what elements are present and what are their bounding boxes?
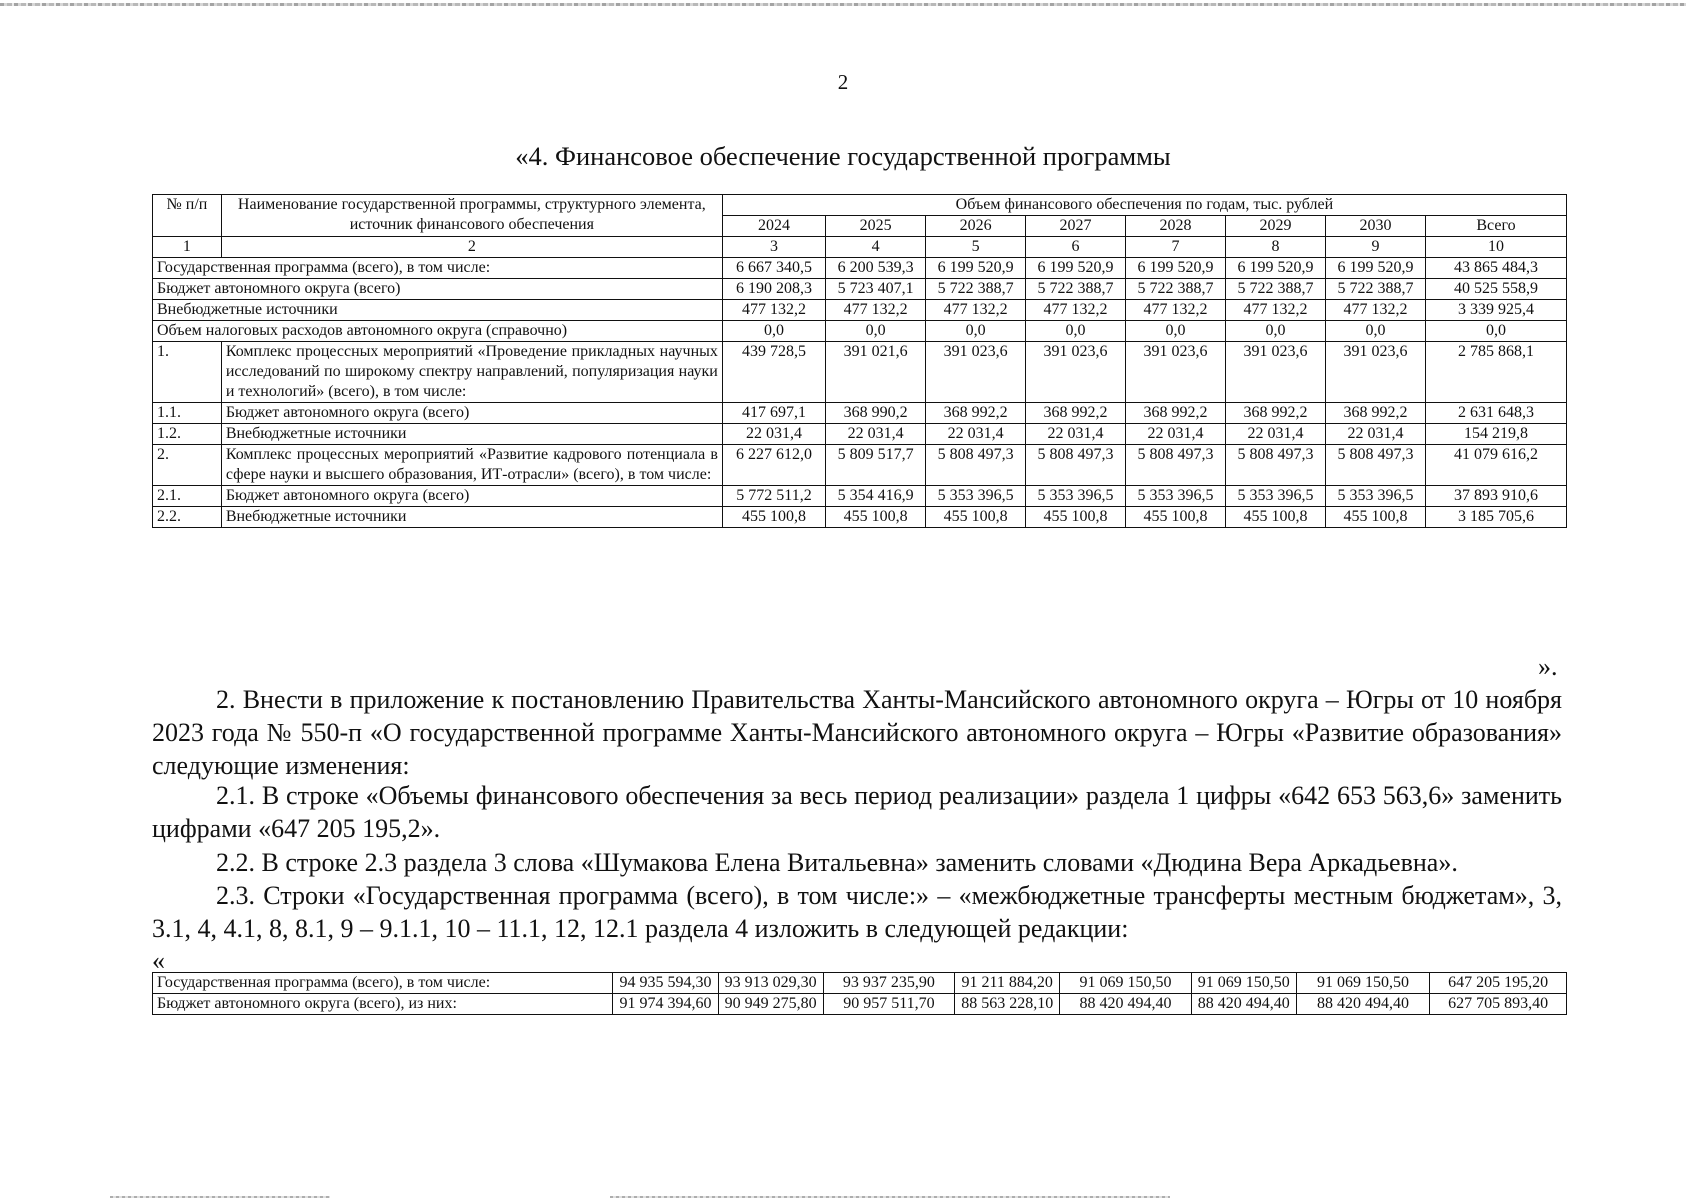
- row-value: 94 935 594,30: [613, 973, 718, 994]
- row-value: 0,0: [1326, 321, 1426, 342]
- table-row: [153, 486, 1567, 507]
- row-value: 455 100,8: [1026, 507, 1126, 528]
- scan-edge-bottom-center: [610, 1196, 1170, 1198]
- row-value: 368 990,2: [826, 403, 926, 424]
- row-name: Бюджет автономного округа (всего): [153, 279, 723, 300]
- row-value: 37 893 910,6: [1426, 486, 1567, 507]
- row-name: Бюджет автономного округа (всего): [221, 486, 722, 507]
- row-value: 90 957 511,70: [823, 994, 954, 1015]
- row-name: Государственная программа (всего), в том числе:: [153, 258, 723, 279]
- row-value: 455 100,8: [926, 507, 1026, 528]
- row-name: Внебюджетные источники: [153, 300, 723, 321]
- row-value: 627 705 893,40: [1430, 994, 1567, 1015]
- row-value: 2 785 868,1: [1426, 342, 1567, 403]
- row-value: 5 808 497,3: [1126, 445, 1226, 486]
- row-value: 455 100,8: [1226, 507, 1326, 528]
- row-value: 22 031,4: [1026, 424, 1126, 445]
- opening-quote: «: [152, 946, 165, 975]
- header-col-number: 6: [1026, 237, 1126, 258]
- row-value: 5 353 396,5: [1126, 486, 1226, 507]
- header-year: 2027: [1026, 216, 1126, 237]
- header-year: 2025: [826, 216, 926, 237]
- row-value: 5 722 388,7: [1326, 279, 1426, 300]
- row-value: 6 199 520,9: [926, 258, 1026, 279]
- row-value: 5 808 497,3: [1026, 445, 1126, 486]
- row-value: 88 420 494,40: [1060, 994, 1191, 1015]
- row-value: 6 199 520,9: [1226, 258, 1326, 279]
- row-name: Внебюджетные источники: [221, 507, 722, 528]
- table-row: [153, 445, 1567, 486]
- row-value: 40 525 558,9: [1426, 279, 1567, 300]
- row-value: 154 219,8: [1426, 424, 1567, 445]
- row-value: 391 023,6: [926, 342, 1026, 403]
- row-num: 2.: [153, 445, 222, 486]
- header-col-number: 10: [1426, 237, 1567, 258]
- row-value: 391 021,6: [826, 342, 926, 403]
- row-value: 91 069 150,50: [1296, 973, 1430, 994]
- header-num: № п/п: [153, 195, 222, 237]
- header-year: 2026: [926, 216, 1026, 237]
- row-value: 0,0: [1126, 321, 1226, 342]
- header-col-number: 2: [221, 237, 722, 258]
- row-value: 368 992,2: [1126, 403, 1226, 424]
- row-value: 5 353 396,5: [926, 486, 1026, 507]
- row-value: 3 339 925,4: [1426, 300, 1567, 321]
- table-row: [153, 994, 1567, 1015]
- row-value: 43 865 484,3: [1426, 258, 1567, 279]
- row-value: 0,0: [1226, 321, 1326, 342]
- row-value: 88 563 228,10: [955, 994, 1060, 1015]
- row-value: 5 808 497,3: [1226, 445, 1326, 486]
- row-value: 22 031,4: [926, 424, 1026, 445]
- row-value: 368 992,2: [1026, 403, 1126, 424]
- row-value: 417 697,1: [722, 403, 825, 424]
- row-num: 1.: [153, 342, 222, 403]
- row-value: 5 772 511,2: [722, 486, 825, 507]
- row-value: 5 354 416,9: [826, 486, 926, 507]
- row-value: 88 420 494,40: [1296, 994, 1430, 1015]
- section-heading: «4. Финансовое обеспечение государственной программы: [515, 141, 1171, 171]
- row-value: 455 100,8: [722, 507, 825, 528]
- row-value: 88 420 494,40: [1191, 994, 1296, 1015]
- header-name: Наименование государственной программы, структурного элемента, источник финансового обеспечения: [221, 195, 722, 237]
- header-col-number: 3: [722, 237, 825, 258]
- row-value: 5 353 396,5: [1026, 486, 1126, 507]
- table-row: [153, 424, 1567, 445]
- row-value: 391 023,6: [1326, 342, 1426, 403]
- row-value: 477 132,2: [1226, 300, 1326, 321]
- row-value: 22 031,4: [722, 424, 825, 445]
- row-value: 455 100,8: [1326, 507, 1426, 528]
- row-value: 0,0: [1426, 321, 1567, 342]
- row-value: 391 023,6: [1226, 342, 1326, 403]
- table-row: [153, 258, 1567, 279]
- row-value: 368 992,2: [926, 403, 1026, 424]
- row-value: 5 723 407,1: [826, 279, 926, 300]
- table-row: [153, 973, 1567, 994]
- row-value: 5 353 396,5: [1226, 486, 1326, 507]
- header-year: 2029: [1226, 216, 1326, 237]
- row-value: 6 227 612,0: [722, 445, 825, 486]
- row-value: 6 190 208,3: [722, 279, 825, 300]
- row-value: 22 031,4: [826, 424, 926, 445]
- row-value: 2 631 648,3: [1426, 403, 1567, 424]
- row-value: 5 722 388,7: [926, 279, 1026, 300]
- paragraph-2-2: 2.2. В строке 2.3 раздела 3 слова «Шумакова Елена Витальевна» заменить словами «Дюдина Вера Аркадьевна».: [216, 848, 1458, 877]
- row-value: 6 667 340,5: [722, 258, 825, 279]
- row-name: Комплекс процессных мероприятий «Проведение прикладных научных исследований по широкому спектру направлений, популяризация науки и технологий» (всего), в том числе:: [221, 342, 722, 403]
- row-value: 647 205 195,20: [1430, 973, 1567, 994]
- scan-edge-bottom-left: [110, 1196, 330, 1198]
- row-name: Государственная программа (всего), в том числе:: [153, 973, 613, 994]
- row-value: 5 722 388,7: [1126, 279, 1226, 300]
- row-value: 3 185 705,6: [1426, 507, 1567, 528]
- financing-table: [152, 194, 1567, 528]
- table-row: [153, 321, 1567, 342]
- scan-edge-top: [0, 3, 1686, 6]
- row-value: 477 132,2: [1326, 300, 1426, 321]
- row-name: Бюджет автономного округа (всего), из них:: [153, 994, 613, 1015]
- header-volume: Объем финансового обеспечения по годам, тыс. рублей: [722, 195, 1566, 216]
- row-value: 6 199 520,9: [1126, 258, 1226, 279]
- table-row: [153, 507, 1567, 528]
- row-value: 5 808 497,3: [926, 445, 1026, 486]
- row-value: 5 722 388,7: [1026, 279, 1126, 300]
- replacement-table: [152, 972, 1567, 1015]
- row-value: 91 069 150,50: [1060, 973, 1191, 994]
- header-year: Всего: [1426, 216, 1567, 237]
- row-value: 5 809 517,7: [826, 445, 926, 486]
- row-value: 368 992,2: [1226, 403, 1326, 424]
- header-year: 2028: [1126, 216, 1226, 237]
- row-value: 5 353 396,5: [1326, 486, 1426, 507]
- row-value: 91 974 394,60: [613, 994, 718, 1015]
- row-value: 93 913 029,30: [718, 973, 823, 994]
- row-value: 93 937 235,90: [823, 973, 954, 994]
- row-value: 391 023,6: [1026, 342, 1126, 403]
- row-value: 368 992,2: [1326, 403, 1426, 424]
- header-col-number: 4: [826, 237, 926, 258]
- row-value: 6 200 539,3: [826, 258, 926, 279]
- row-value: 0,0: [722, 321, 825, 342]
- header-year: 2030: [1326, 216, 1426, 237]
- row-value: 5 722 388,7: [1226, 279, 1326, 300]
- row-num: 1.2.: [153, 424, 222, 445]
- row-value: 0,0: [826, 321, 926, 342]
- row-name: Комплекс процессных мероприятий «Развитие кадрового потенциала в сфере науки и высшего образования, ИТ-отрасли» (всего), в том числе:: [221, 445, 722, 486]
- table-colnum-row: [153, 237, 1567, 258]
- paragraph-2-1: 2.1. В строке «Объемы финансового обеспечения за весь период реализации» раздела 1 цифры «642 653 563,6» заменить цифрами «647 205 195,2».: [152, 781, 1562, 843]
- header-col-number: 1: [153, 237, 222, 258]
- row-value: 91 211 884,20: [955, 973, 1060, 994]
- row-value: 6 199 520,9: [1326, 258, 1426, 279]
- paragraph-2: 2. Внести в приложение к постановлению Правительства Ханты-Мансийского автономного округа – Югры от 10 ноября 2023 года № 550-п «О государственной программе Ханты-Мансийского автономного округа – Югры «Развитие образования» следующие изменения:: [152, 685, 1562, 780]
- row-value: 41 079 616,2: [1426, 445, 1567, 486]
- row-value: 455 100,8: [1126, 507, 1226, 528]
- header-col-number: 9: [1326, 237, 1426, 258]
- table-row: [153, 300, 1567, 321]
- header-col-number: 8: [1226, 237, 1326, 258]
- row-value: 0,0: [926, 321, 1026, 342]
- page-number: 2: [837, 70, 849, 94]
- paragraph-2-3: 2.3. Строки «Государственная программа (всего), в том числе:» – «межбюджетные трансферты местным бюджетам», 3, 3.1, 4, 4.1, 8, 8.1, 9 – 9.1.1, 10 – 11.1, 12, 12.1 раздела 4 изложить в следующей редакции:: [152, 881, 1562, 943]
- row-name: Внебюджетные источники: [221, 424, 722, 445]
- row-value: 477 132,2: [1026, 300, 1126, 321]
- row-value: 477 132,2: [926, 300, 1026, 321]
- row-value: 477 132,2: [1126, 300, 1226, 321]
- row-value: 6 199 520,9: [1026, 258, 1126, 279]
- row-value: 455 100,8: [826, 507, 926, 528]
- row-num: 2.2.: [153, 507, 222, 528]
- row-value: 22 031,4: [1226, 424, 1326, 445]
- header-year: 2024: [722, 216, 825, 237]
- row-value: 91 069 150,50: [1191, 973, 1296, 994]
- row-num: 1.1.: [153, 403, 222, 424]
- row-value: 22 031,4: [1126, 424, 1226, 445]
- row-value: 90 949 275,80: [718, 994, 823, 1015]
- row-value: 5 808 497,3: [1326, 445, 1426, 486]
- table-row: [153, 403, 1567, 424]
- table-row: [153, 279, 1567, 300]
- row-value: 391 023,6: [1126, 342, 1226, 403]
- row-value: 439 728,5: [722, 342, 825, 403]
- row-value: 477 132,2: [826, 300, 926, 321]
- closing-quote: ».: [1538, 652, 1558, 681]
- table-header-row: [153, 195, 1567, 216]
- row-name: Бюджет автономного округа (всего): [221, 403, 722, 424]
- table-row: [153, 342, 1567, 403]
- row-value: 477 132,2: [722, 300, 825, 321]
- row-num: 2.1.: [153, 486, 222, 507]
- row-name: Объем налоговых расходов автономного округа (справочно): [153, 321, 723, 342]
- header-col-number: 7: [1126, 237, 1226, 258]
- row-value: 22 031,4: [1326, 424, 1426, 445]
- header-col-number: 5: [926, 237, 1026, 258]
- row-value: 0,0: [1026, 321, 1126, 342]
